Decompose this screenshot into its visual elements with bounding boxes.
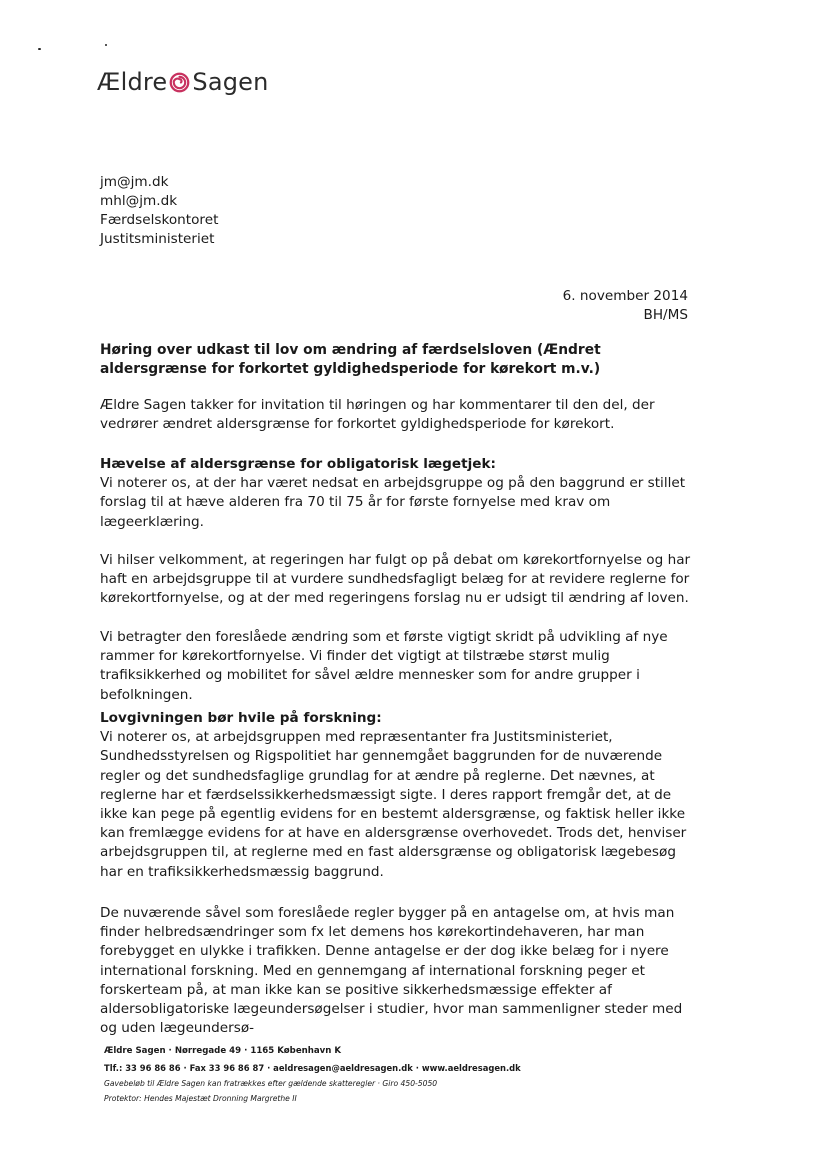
recipient-line: Justitsministeriet [100,231,215,247]
date-block [563,287,688,325]
section-1-paragraph-1: Vi noterer os, at der har været nedsat en arbejdsgruppe og på den baggrund er stillet forslag til at hæve alderen fra 70 til 75 år for første fornyelse med krav om lægeerklæring. [100,475,686,530]
letter-title: Høring over udkast til lov om ændring af færdselsloven (Ændret aldersgrænse for forkortet gyldighedsperiode for kørekort m.v.) [100,342,601,377]
recipient-block [100,173,218,249]
section-1-paragraph-3: Vi betragter den foreslåede ændring som et første vigtigt skridt på udvikling af nye rammer for kørekortfornyelse. Vi finder det vigtigt at tilstræbe størst mulig trafiksikkerhed og mobilitet for såvel ældre mennesker som for andre grupper i befolkningen. [100,629,668,703]
letter-reference: BH/MS [643,307,688,323]
spiral-logo-icon [169,72,190,93]
scan-speck [38,48,41,50]
footer [104,1046,664,1104]
recipient-line: mhl@jm.dk [100,193,178,209]
footer-contact: Tlf.: 33 96 86 86 · Fax 33 96 86 87 · aeldresagen@aeldresagen.dk · www.aeldresagen.dk [104,1063,521,1073]
scan-speck [105,44,107,46]
recipient-line: jm@jm.dk [100,174,169,190]
section-2-heading: Lovgivningen bør hvile på forskning: [100,710,382,726]
intro-paragraph: Ældre Sagen takker for invitation til høringen og har kommentarer til den del, der vedrører ændret aldersgrænse for forkortet gyldighedsperiode for kørekort. [100,397,655,433]
footer-address: Ældre Sagen · Nørregade 49 · 1165 København K [104,1046,342,1056]
logo-text-left: Ældre [97,68,168,96]
letter-date: 6. november 2014 [562,288,688,304]
footer-patron: Protektor: Hendes Majestæt Dronning Margrethe II [104,1094,297,1103]
section-1-heading: Hævelse af aldersgrænse for obligatorisk lægetjek: [100,456,496,472]
logo-text-right: Sagen [192,68,269,96]
footer-donation-note: Gavebeløb til Ældre Sagen kan fratrækkes efter gældende skatteregler · Giro 450-5050 [104,1079,438,1088]
recipient-line: Færdselskontoret [100,212,219,228]
section-2 [100,709,700,882]
section-1-paragraph-2: Vi hilser velkomment, at regeringen har fulgt op på debat om kørekortfornyelse og har haft en arbejdsgruppe til at vurdere sundhedsfagligt belæg for at revidere reglerne for kørekortfornyelse, og at der med regeringens forslag nu er udsigt til ændring af loven. [100,552,691,607]
logo [97,68,269,96]
section-2-paragraph-1: Vi noterer os, at arbejdsgruppen med repræsentanter fra Justitsministeriet, Sundhedsstyrelsen og Rigspolitiet har gennemgået baggrunden for de nuværende regler og det sundhedsfaglige grundlag for at ændre på reglerne. Det nævnes, at reglerne har et færdselssikkerhedsmæssigt sigte. I deres rapport fremgår det, at de ikke kan pege på egentlig evidens for en bestemt aldersgrænse, og faktisk heller ikke kan fremlægge evidens for at have en aldersgrænse overhovedet. Trods det, henviser arbejdsgruppen til, at reglerne med en fast aldersgrænse og obligatorisk lægebesøg har en trafiksikkerhedsmæssig baggrund. [100,729,687,880]
section-1 [100,455,700,532]
section-2-paragraph-2: De nuværende såvel som foreslåede regler bygger på en antagelse om, at hvis man finder helbredsændringer som fx let demens hos kørekortindehaveren, har man forebygget en ulykke i trafikken. Denne antagelse er der dog ikke belæg for i nyere international forskning. Med en gennemgang af international forskning peger et forskerteam på, at man ikke kan se positive sikkerhedsmæssige effekter af aldersobligatoriske lægeundersøgelser i studier, hvor man sammenligner steder med og uden lægeundersø- [100,905,683,1037]
